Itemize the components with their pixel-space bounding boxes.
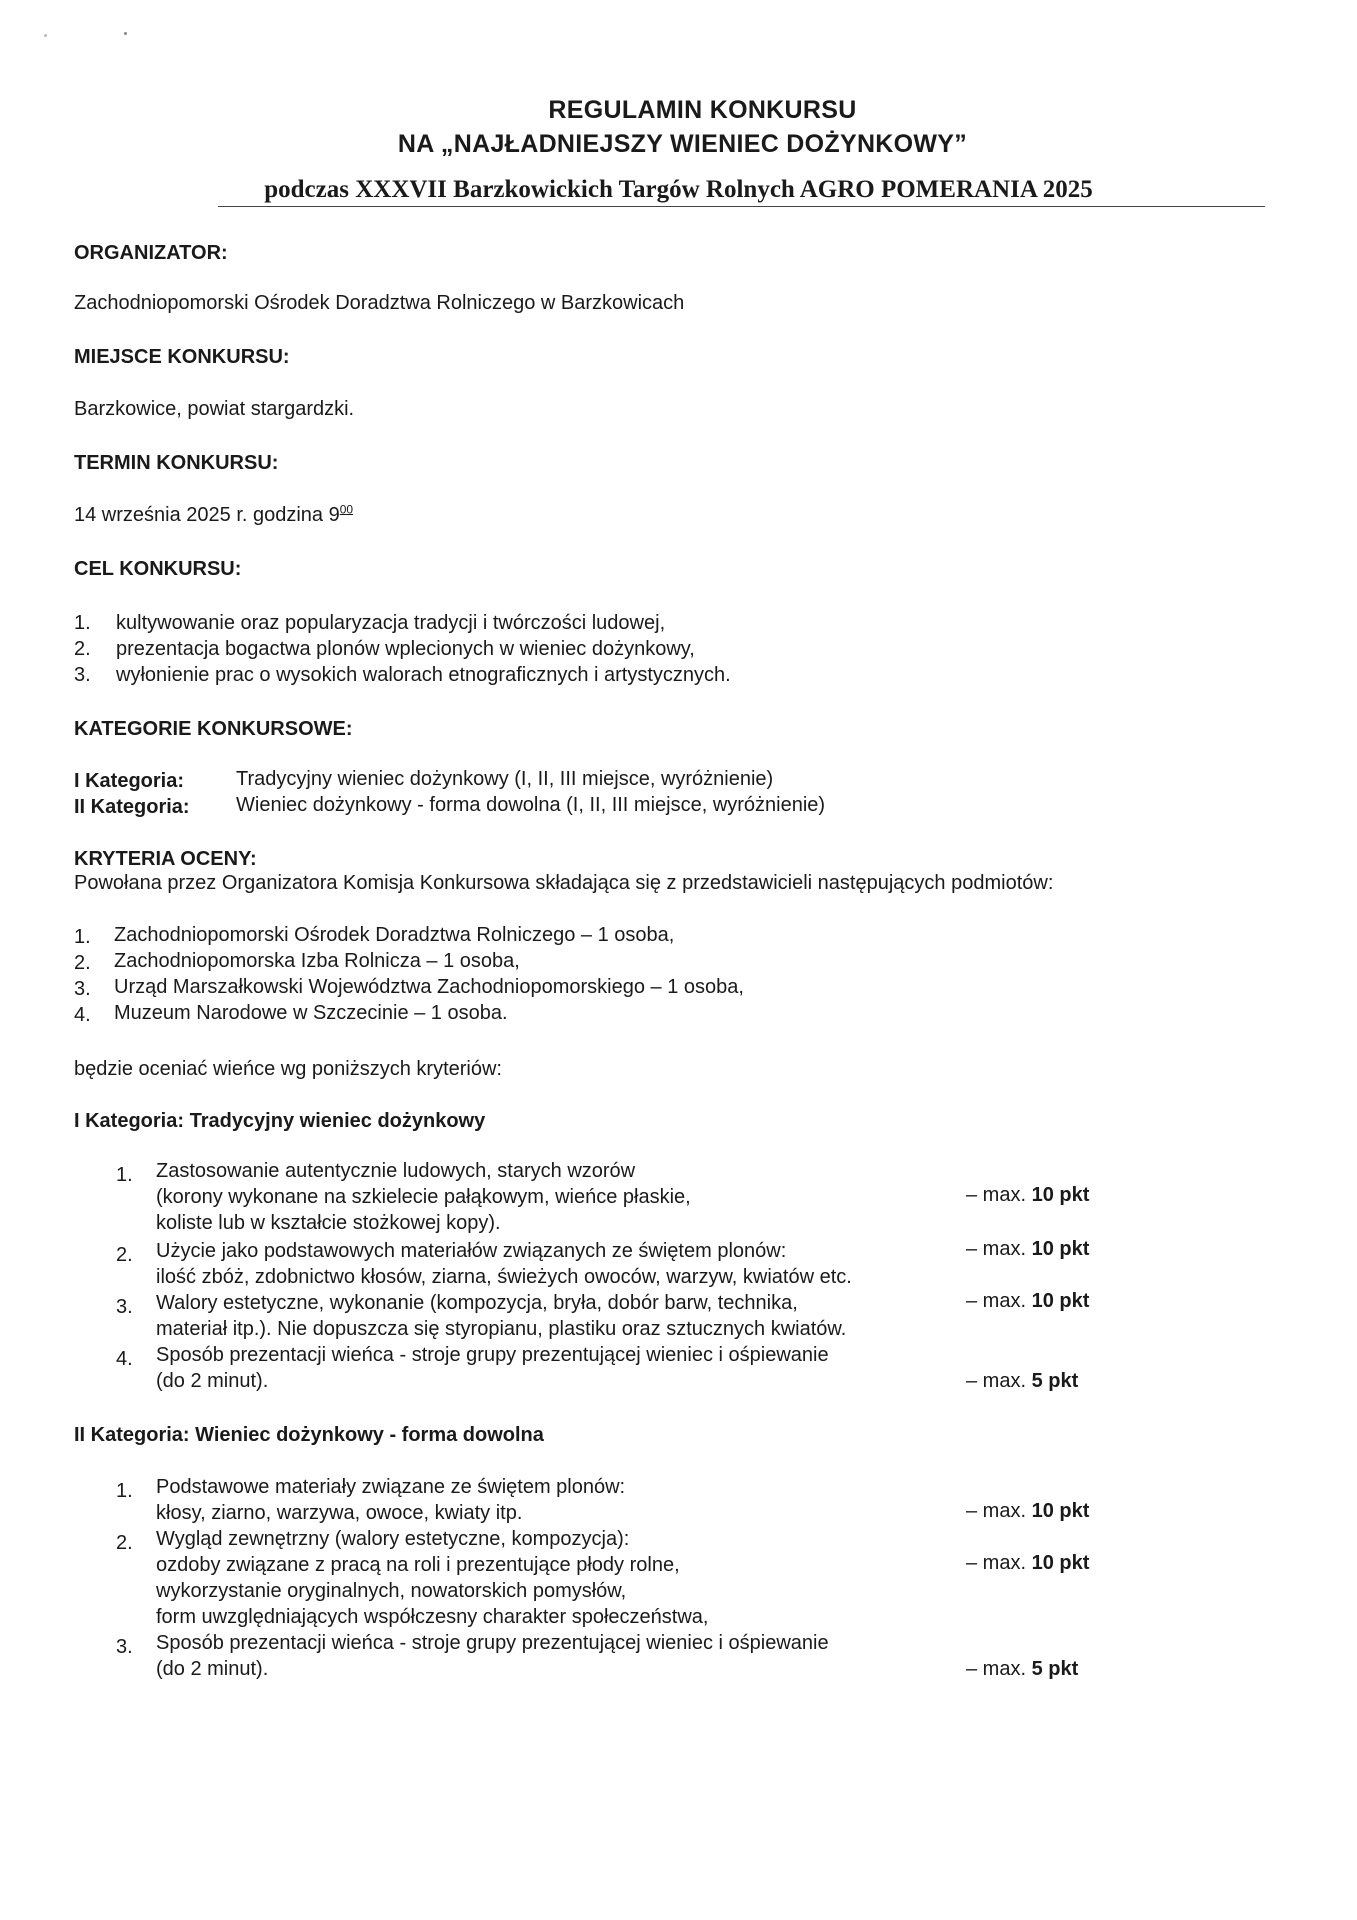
cat2-item-points xyxy=(966,1658,1078,1681)
cat1-item-line: Zastosowanie autentycznie ludowych, starych wzorów xyxy=(156,1160,636,1182)
committee-member-number: 2. xyxy=(74,952,91,974)
document-subtitle: podczas XXXVII Barzkowickich Targów Rolnych AGRO POMERANIA 2025 xyxy=(264,176,1093,203)
goal-item-number: 1. xyxy=(74,612,91,634)
cat2-item-line: ozdoby związane z pracą na roli i prezentujące płody rolne, xyxy=(156,1554,680,1576)
goal-item-text: kultywowanie oraz popularyzacja tradycji i twórczości ludowej, xyxy=(116,612,666,634)
points-prefix: – max. xyxy=(966,1370,1027,1392)
cat1-item-points xyxy=(966,1238,1089,1261)
cat1-item-line: materiał itp.). Nie dopuszcza się styropianu, plastiku oraz sztucznych kwiatów. xyxy=(156,1318,847,1340)
category1-heading: I Kategoria: Tradycyjny wieniec dożynkowy xyxy=(74,1110,486,1132)
cat2-item-number: 2. xyxy=(116,1532,133,1554)
cat2-item-number: 3. xyxy=(116,1636,133,1658)
cat2-item-line: kłosy, ziarno, warzywa, owoce, kwiaty itp. xyxy=(156,1502,523,1524)
committee-member-number: 4. xyxy=(74,1004,91,1026)
points-value: 10 pkt xyxy=(1031,1238,1090,1260)
date-hour-superscript: 00 xyxy=(339,502,354,517)
committee-member-text: Muzeum Narodowe w Szczecinie – 1 osoba. xyxy=(114,1002,508,1024)
cat1-item-line: Walory estetyczne, wykonanie (kompozycja, bryła, dobór barw, technika, xyxy=(156,1292,798,1314)
scan-speck xyxy=(44,34,47,37)
points-value: 10 pkt xyxy=(1031,1290,1090,1312)
points-prefix: – max. xyxy=(966,1658,1027,1680)
document-title-line2: NA „NAJŁADNIEJSZY WIENIEC DOŻYNKOWY” xyxy=(397,130,968,158)
cat2-item-line: Sposób prezentacji wieńca - stroje grupy prezentującej wieniec i ośpiewanie xyxy=(156,1632,829,1654)
organizer-value: Zachodniopomorski Ośrodek Doradztwa Rolniczego w Barzkowicach xyxy=(74,292,685,314)
cat1-item-number: 3. xyxy=(116,1296,133,1318)
cat1-item-number: 1. xyxy=(116,1164,133,1186)
goal-item-number: 2. xyxy=(74,638,91,660)
cat2-item-line: form uwzględniających współczesny charakter społeczeństwa, xyxy=(156,1606,709,1628)
committee-member-number: 1. xyxy=(74,926,91,948)
committee-member-text: Zachodniopomorska Izba Rolnicza – 1 osoba, xyxy=(114,950,520,972)
goal-item-text: prezentacja bogactwa plonów wplecionych w wieniec dożynkowy, xyxy=(116,638,695,660)
points-prefix: – max. xyxy=(966,1552,1027,1574)
cat2-item-line: wykorzystanie oryginalnych, nowatorskich pomysłów, xyxy=(156,1580,627,1602)
date-value xyxy=(74,504,353,527)
goal-item-number: 3. xyxy=(74,664,91,686)
criteria-label: KRYTERIA OCENY: xyxy=(74,848,257,870)
category-name: I Kategoria: xyxy=(74,770,185,792)
criteria-outro: będzie oceniać wieńce wg poniższych kryteriów: xyxy=(74,1058,502,1080)
points-value: 10 pkt xyxy=(1031,1500,1090,1522)
cat2-item-line: Podstawowe materiały związane ze świętem plonów: xyxy=(156,1476,626,1498)
cat1-item-line: Użycie jako podstawowych materiałów związanych ze świętem plonów: xyxy=(156,1240,787,1262)
points-prefix: – max. xyxy=(966,1238,1027,1260)
category-description: Tradycyjny wieniec dożynkowy (I, II, III miejsce, wyróżnienie) xyxy=(236,768,774,790)
cat1-item-line: Sposób prezentacji wieńca - stroje grupy prezentującej wieniec i ośpiewanie xyxy=(156,1344,829,1366)
goal-item-text: wyłonienie prac o wysokich walorach etnograficznych i artystycznych. xyxy=(116,664,731,686)
committee-member-text: Urząd Marszałkowski Województwa Zachodniopomorskiego – 1 osoba, xyxy=(114,976,744,998)
cat2-item-line: Wygląd zewnętrzny (walory estetyczne, kompozycja): xyxy=(156,1528,630,1550)
committee-member-number: 3. xyxy=(74,978,91,1000)
category-description: Wieniec dożynkowy - forma dowolna (I, II, III miejsce, wyróżnienie) xyxy=(236,794,826,816)
points-value: 5 pkt xyxy=(1031,1370,1079,1392)
points-prefix: – max. xyxy=(966,1500,1027,1522)
location-value: Barzkowice, powiat stargardzki. xyxy=(74,398,355,420)
header-divider xyxy=(218,206,1265,207)
date-text: 14 września 2025 r. godzina 9 xyxy=(74,504,340,526)
cat1-item-points xyxy=(966,1184,1089,1207)
cat1-item-points xyxy=(966,1370,1078,1393)
cat2-item-points xyxy=(966,1552,1089,1575)
cat1-item-number: 2. xyxy=(116,1244,133,1266)
categories-label: KATEGORIE KONKURSOWE: xyxy=(74,718,353,740)
committee-member-text: Zachodniopomorski Ośrodek Doradztwa Rolniczego – 1 osoba, xyxy=(114,924,675,946)
category-name: II Kategoria: xyxy=(74,796,190,818)
goal-label: CEL KONKURSU: xyxy=(74,558,242,580)
scan-speck xyxy=(124,32,127,35)
points-value: 10 pkt xyxy=(1031,1552,1090,1574)
location-label: MIEJSCE KONKURSU: xyxy=(74,346,290,368)
document-title-line1: REGULAMIN KONKURSU xyxy=(548,96,857,124)
cat1-item-line: (korony wykonane na szkielecie pałąkowym, wieńce płaskie, xyxy=(156,1186,691,1208)
points-prefix: – max. xyxy=(966,1184,1027,1206)
points-value: 5 pkt xyxy=(1031,1658,1079,1680)
cat1-item-number: 4. xyxy=(116,1348,133,1370)
organizer-label: ORGANIZATOR: xyxy=(74,242,228,264)
points-value: 10 pkt xyxy=(1031,1184,1090,1206)
cat1-item-line: (do 2 minut). xyxy=(156,1370,269,1392)
cat1-item-points xyxy=(966,1290,1089,1313)
cat2-item-line: (do 2 minut). xyxy=(156,1658,269,1680)
cat1-item-line: koliste lub w kształcie stożkowej kopy). xyxy=(156,1212,501,1234)
cat2-item-number: 1. xyxy=(116,1480,133,1502)
cat2-item-points xyxy=(966,1500,1089,1523)
criteria-intro: Powołana przez Organizatora Komisja Konkursowa składająca się z przedstawicieli następujących podmiotów: xyxy=(74,872,1054,894)
date-label: TERMIN KONKURSU: xyxy=(74,452,279,474)
points-prefix: – max. xyxy=(966,1290,1027,1312)
category2-heading: II Kategoria: Wieniec dożynkowy - forma dowolna xyxy=(74,1424,544,1446)
cat1-item-line: ilość zbóż, zdobnictwo kłosów, ziarna, świeżych owoców, warzyw, kwiatów etc. xyxy=(156,1266,852,1288)
